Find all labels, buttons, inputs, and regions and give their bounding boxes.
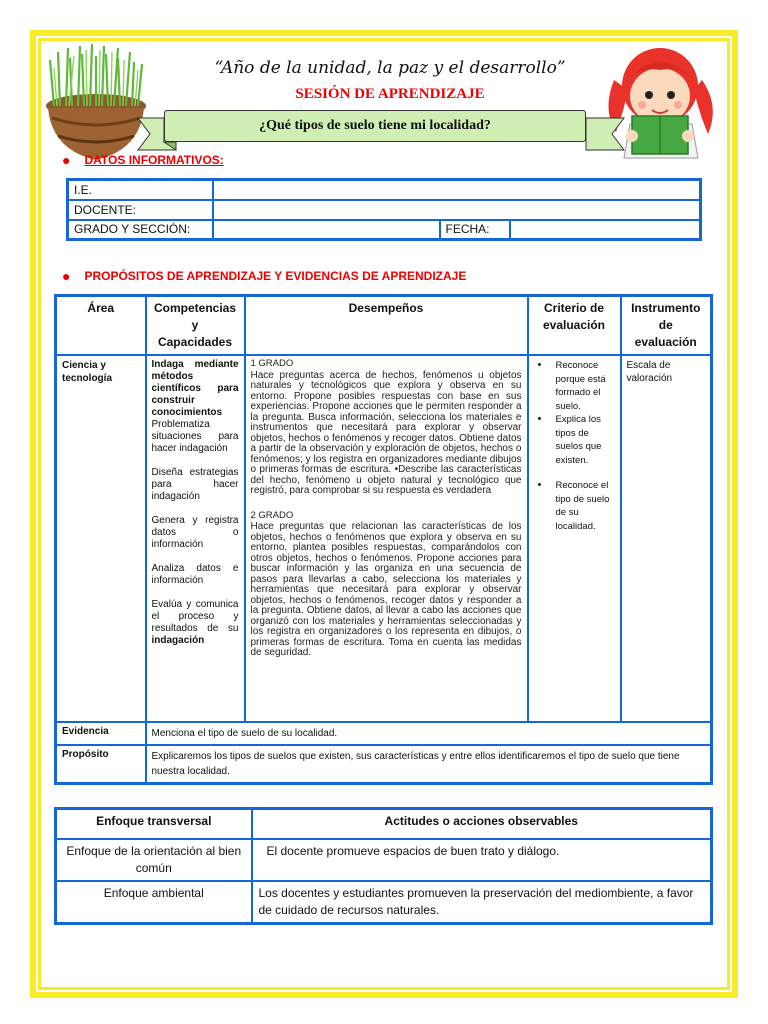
col-enfoque: Enfoque transversal — [56, 809, 252, 839]
criterio-cell — [528, 355, 621, 722]
table-row — [56, 722, 712, 745]
table-row — [56, 355, 712, 722]
title-ribbon — [136, 98, 626, 160]
capacidad-4: Analiza datos e información — [151, 563, 239, 586]
col-competencias: Competencias y Capacidades — [146, 296, 245, 356]
competencias-cell — [146, 355, 245, 722]
accion-cell: El docente promueve espacios de buen trato y diálogo. — [252, 839, 712, 881]
table-row — [56, 745, 712, 784]
list-item: • Reconoce el tipo de suelo de su localidad. — [534, 479, 615, 533]
fecha-label: FECHA: — [440, 220, 510, 240]
col-area: Área — [56, 296, 146, 356]
table-header-row — [56, 296, 712, 356]
bullet-icon: ● — [62, 268, 71, 284]
propositos-table — [54, 294, 713, 785]
propositos-heading: ● PROPÓSITOS DE APRENDIZAJE Y EVIDENCIAS DE APRENDIZAJE — [62, 268, 467, 284]
motto: “Año de la unidad, la paz y el desarrollo” — [214, 58, 566, 78]
question-title: ¿Qué tipos de suelo tiene mi localidad? — [164, 110, 586, 142]
criterio-list — [534, 359, 615, 533]
evidencia-text: Menciona el tipo de suelo de su localidad. — [146, 722, 712, 745]
capacidad-3: Genera y registra datos o información — [151, 515, 239, 550]
capacidad-5: Evalúa y comunica el proceso y resultados de su indagación — [151, 599, 239, 646]
col-desempenos: Desempeños — [245, 296, 528, 356]
table-row — [68, 200, 701, 220]
desempenos-cell — [245, 355, 528, 722]
table-header-row — [56, 809, 712, 839]
grado-2-title: 2 GRADO — [250, 509, 294, 521]
table-row — [56, 839, 712, 881]
datos-heading: ● DATOS INFORMATIVOS: — [62, 152, 224, 168]
bullet-icon: ● — [62, 152, 71, 168]
area-cell: Ciencia y tecnología — [56, 355, 146, 722]
datos-table — [66, 178, 702, 241]
docente-label: DOCENTE: — [68, 200, 213, 220]
table-row — [56, 881, 712, 924]
docente-value[interactable] — [213, 200, 701, 220]
col-actitudes: Actitudes o acciones observables — [252, 809, 712, 839]
enfoques-table — [54, 807, 713, 925]
ie-label: I.E. — [68, 180, 213, 200]
table-row — [68, 220, 701, 240]
capacidad-2: Diseña estrategias para hacer indagación — [151, 467, 239, 502]
ie-value[interactable] — [213, 180, 701, 200]
grado-label: GRADO Y SECCIÓN: — [68, 220, 213, 240]
table-row — [68, 180, 701, 200]
instrumento-cell: Escala de valoración — [621, 355, 712, 722]
session-title: SESIÓN DE APRENDIZAJE — [295, 86, 485, 102]
proposito-label: Propósito — [56, 745, 146, 784]
enfoque-cell: Enfoque ambiental — [56, 881, 252, 924]
accion-cell: Los docentes y estudiantes promueven la preservación del mediombiente, a favor de cuidado de recursos naturales. — [252, 881, 712, 924]
list-item: • Reconoce porque está formado el suelo. — [534, 359, 615, 413]
proposito-text: Explicaremos los tipos de suelos que existen, sus características y entre ellos identificaremos el tipo de suelo que tiene nuestra localidad. — [146, 745, 712, 784]
grado-1-title: 1 GRADO — [250, 358, 294, 369]
grado-2-text: Hace preguntas que relacionan las características de los objetos, hechos o fenómenos que explora y observa en su entorno, plantea posibles respuestas, comparándolos con otros objetos, hechos o fenómenos. Propone acciones para buscar información y las organiza en una secuencia de pasos para llevarlas a cabo, selecciona los materiales y herramientas que necesitará para explorar y observar objetos, hechos o fenómenos, recoger datos y responder a la pregunta. Obtiene datos, al llevar a cabo las acciones que organizó con los materiales y herramientas seleccionadas y los registra en organizadores o los representa en dibujos, o primeras formas de escritura. Toma en cuenta las medidas de seguridad. — [250, 521, 522, 658]
col-criterio: Criterio de evaluación — [528, 296, 621, 356]
enfoque-cell: Enfoque de la orientación al bien común — [56, 839, 252, 881]
grado-value[interactable] — [213, 220, 440, 240]
fecha-value[interactable] — [510, 220, 701, 240]
col-instrumento: Instrumento de evaluación — [621, 296, 712, 356]
evidencia-label: Evidencia — [56, 722, 146, 745]
competencia-main: Indaga mediante métodos científicos para construir conocimientos — [151, 359, 239, 418]
grado-1-text: Hace preguntas acerca de hechos, fenómenos u objetos naturales y tecnológicos que explora y observa en su entorno. Propone posibles respuestas con base en sus experiencias. Propone acciones que le permiten responder a la pregunta. Busca información, selecciona los materiales e instrumentos que necesitará para explorar y observar objetos, hechos o fenómenos y recoger datos. Obtiene datos a partir de la observación y exploración de objetos, hechos o fenómenos; y los registra en organizadores mediante dibujos o primeras formas de escritura. •Describe las características del hecho, fenómeno u objeto natural y tecnológico que registró, para comprobar si su respuesta es verdadera — [250, 369, 522, 496]
capacidad-1: Problematiza situaciones para hacer indagación — [151, 419, 239, 454]
list-item: • Explica los tipos de suelos que existen. — [534, 413, 615, 467]
